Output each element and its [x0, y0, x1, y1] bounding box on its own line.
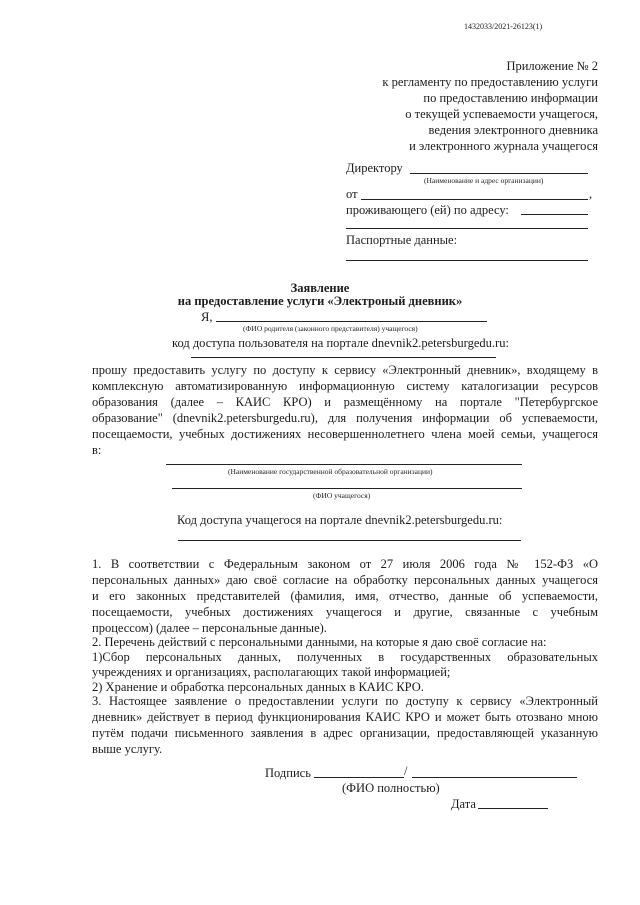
- passport-label: Паспортные данные:: [346, 233, 458, 247]
- applicant-name-line[interactable]: [216, 321, 487, 322]
- appendix-block: [382, 58, 598, 154]
- director-label: Директору: [346, 161, 403, 175]
- request-line: образования (далее – КАИС КРО) и размещённому на портале "Петербургское: [92, 395, 598, 409]
- student-code-label: Код доступа учащегося на портале dnevnik2.petersburgedu.ru:: [177, 513, 503, 527]
- consent-p1-last: процессом) (далее – персональные данные).: [92, 621, 327, 635]
- student-name-line[interactable]: [172, 488, 522, 489]
- request-line: посещаемости, учебных достижениях несовершеннолетнего члена моей семьи, учащегося: [92, 427, 598, 441]
- date-label: Дата: [451, 797, 476, 811]
- residing-label: проживающего (ей) по адресу:: [346, 203, 509, 217]
- request-line: прошу предоставить услугу по доступу к сервису «Электронный дневник», входящему в: [92, 363, 598, 377]
- signature-line[interactable]: [314, 777, 404, 778]
- applicant-hint: (ФИО родителя (законного представителя) учащегося): [243, 324, 418, 333]
- student-code-line[interactable]: [178, 540, 521, 541]
- consent-p1-line: посещаемости, учебных достижениях учащегося и другие, связанные с учебным: [92, 605, 598, 619]
- consent-p1-line: персональных данных» даю своё согласие на обработку персональных данных учащегося: [92, 573, 598, 587]
- appendix-line: к регламенту по предоставлению услуги: [382, 75, 598, 89]
- from-label: от: [346, 187, 358, 201]
- address-line[interactable]: [521, 214, 588, 215]
- consent-p2: 2. Перечень действий с персональными данными, на которые я даю своё согласие на:: [92, 635, 547, 649]
- comma: ,: [589, 187, 593, 201]
- consent-p3-line: дневник» действует в период функционирования КАИС КРО и может быть отозвано мною: [92, 710, 598, 724]
- director-line[interactable]: [410, 173, 588, 174]
- consent-p3-line: путём подачи письменного заявления в адрес организации, предоставляющей указанную: [92, 726, 598, 740]
- document-number: 1432033/2021-26123(1): [464, 22, 543, 31]
- passport-line[interactable]: [346, 260, 588, 261]
- request-last: в:: [92, 443, 102, 457]
- consent-p1-line: 1. В соответствии с Федеральным законом от 27 июля 2006 года № 152-ФЗ «О: [92, 557, 598, 571]
- organization-line[interactable]: [166, 464, 522, 465]
- full-name-hint: (ФИО полностью): [342, 781, 440, 795]
- consent-p1-line: и его законных представителей (фамилия, имя, отчество, данные об успеваемости,: [92, 589, 598, 603]
- from-line[interactable]: [361, 199, 588, 200]
- address-line-2[interactable]: [346, 228, 588, 229]
- consent-p3-last: выше услугу.: [92, 742, 163, 756]
- request-line: комплексную автоматизированную информационную систему каталогизации ресурсов: [92, 379, 598, 393]
- signature-slash: /: [404, 764, 408, 778]
- statement-subtitle: на предоставление услуги «Электроный дневник»: [177, 294, 463, 308]
- ya-label: Я,: [201, 310, 213, 324]
- appendix-line: ведения электронного дневника: [428, 123, 598, 137]
- consent-p2a-line: 1)Сбор персональных данных, полученных в государственных образовательных: [92, 650, 598, 664]
- appendix-title: Приложение № 2: [506, 59, 598, 73]
- organization-hint: (Наименование государственной образовательной организации): [228, 467, 433, 476]
- full-name-line[interactable]: [412, 777, 577, 778]
- appendix-line: о текущей успеваемости учащегося,: [405, 107, 598, 121]
- director-hint: (Наименование и адрес организации): [424, 176, 544, 185]
- consent-p2b: 2) Хранение и обработка персональных данных в КАИС КРО.: [92, 680, 424, 694]
- appendix-line: по предоставлению информации: [423, 91, 598, 105]
- request-line: образование" (dnevnik2.petersburgedu.ru), для получения информации об успеваемости,: [92, 411, 598, 425]
- appendix-line: и электронного журнала учащегося: [409, 139, 598, 153]
- user-code-label: код доступа пользователя на портале dnevnik2.petersburgedu.ru:: [172, 336, 509, 350]
- consent-p2a-last: учреждениях и организациях, располагающих такой информацией;: [92, 665, 451, 679]
- signature-label: Подпись: [265, 766, 311, 780]
- consent-p3-line: 3. Настоящее заявление о предоставлении услуги по доступу к сервису «Электронный: [92, 694, 598, 708]
- student-hint: (ФИО учащегося): [313, 491, 371, 500]
- statement-title: Заявление: [290, 281, 350, 295]
- date-line[interactable]: [478, 808, 548, 809]
- user-code-line[interactable]: [191, 357, 496, 358]
